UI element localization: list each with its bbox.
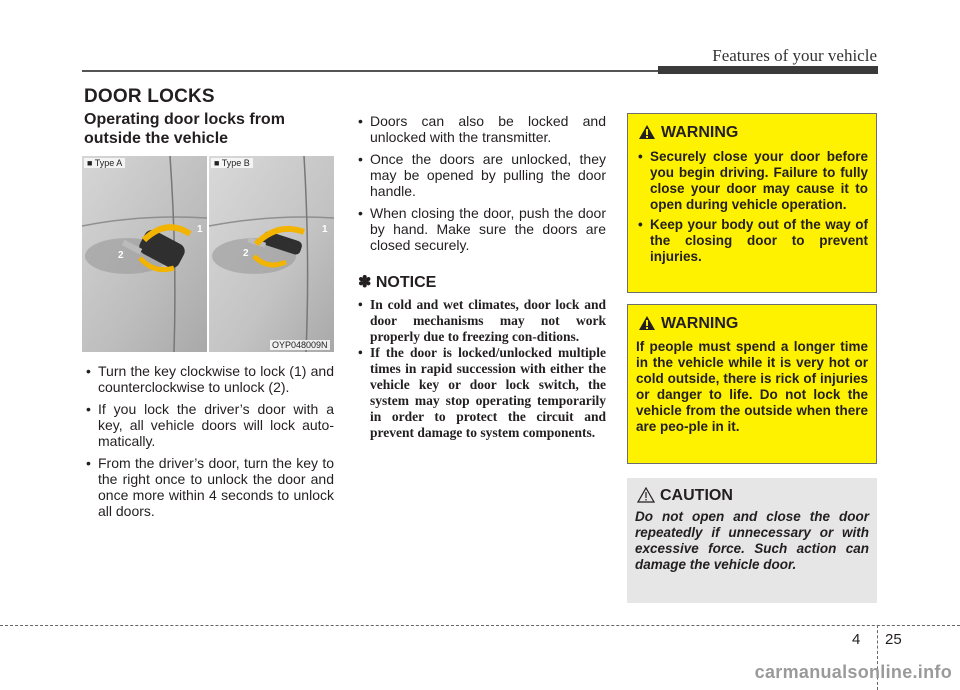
- list-item: • From the driver’s door, turn the key to the right once to unlock the door and once more within 4 seconds to unlock all doors.: [86, 455, 334, 519]
- warning-triangle-icon: [638, 124, 656, 140]
- caution-triangle-icon: [637, 487, 655, 503]
- caution-box: [627, 478, 877, 603]
- callout-2-type-b: 2: [243, 248, 249, 259]
- bullet-icon: •: [86, 455, 91, 471]
- subheading: Operating door locks from outside the vehicle: [84, 111, 285, 147]
- bullet-icon: •: [358, 345, 363, 360]
- list-item: • In cold and wet climates, door lock and door mechanisms may not work properly due to freezing con-ditions.: [358, 297, 606, 344]
- watermark: carmanualsonline.info: [754, 662, 952, 682]
- warning-title: WARNING: [661, 315, 739, 332]
- list-item: • Keep your body out of the way of the closing door to prevent injuries.: [638, 217, 868, 264]
- type-b-label: ■ Type B: [211, 158, 253, 168]
- bullet-icon: •: [638, 217, 643, 232]
- caution-title: CAUTION: [660, 487, 733, 504]
- column2-bullet-list: [356, 113, 606, 259]
- bullet-icon: •: [86, 363, 91, 379]
- chapter-number: 4: [852, 631, 861, 648]
- figure-divider: [207, 156, 209, 352]
- warning-triangle-icon: [638, 315, 656, 331]
- warning-title: WARNING: [661, 124, 739, 141]
- callout-1-type-b: 1: [322, 224, 328, 235]
- caution-text: Do not open and close the door repeatedly if unnecessary or with excessive force. Such action can damage the vehicle door.: [635, 509, 869, 572]
- list-item: • Doors can also be locked and unlocked with the transmitter.: [358, 113, 606, 145]
- list-item: • If the door is locked/unlocked multiple times in rapid succession with either the vehicle key or door lock switch, the system may stop operating temporarily in order to protect the circuit and prevent damage to system components.: [358, 345, 606, 440]
- footer-rule: [0, 625, 960, 626]
- list-item: • When closing the door, push the door by hand. Make sure the doors are closed securely.: [358, 205, 606, 253]
- list-item: • If you lock the driver’s door with a key, all vehicle doors will lock auto-matically.: [86, 401, 334, 449]
- bullet-icon: •: [358, 205, 363, 221]
- list-item: • Turn the key clockwise to lock (1) and counterclockwise to unlock (2).: [86, 363, 334, 395]
- warning-text: If people must spend a longer time in the vehicle while it is very hot or cold outside, there is rick of injuries or danger to life. Do not lock the vehicle from the outside when there are peo-ple in it.: [636, 339, 868, 434]
- list-item: • Securely close your door before you begin driving. Failure to fully close your door may cause it to open during vehicle operation.: [638, 149, 868, 212]
- notice-title: NOTICE: [375, 274, 437, 291]
- callout-2-type-a: 2: [118, 250, 124, 261]
- notice-heading: [358, 272, 436, 292]
- header-section-title: Features of your vehicle: [712, 46, 877, 65]
- header-tab-bar: [658, 66, 878, 74]
- section-heading: DOOR LOCKS: [84, 86, 215, 107]
- bullet-icon: •: [86, 401, 91, 417]
- bullet-icon: •: [358, 113, 363, 129]
- type-a-label: ■ Type A: [84, 158, 125, 168]
- page-number: 25: [885, 631, 902, 648]
- bullet-icon: •: [358, 151, 363, 167]
- warning-list: [636, 149, 868, 269]
- column1-bullet-list: [84, 363, 334, 525]
- warning-box-2: [627, 304, 877, 464]
- notice-icon: ✽: [358, 274, 372, 291]
- bullet-icon: •: [638, 149, 643, 164]
- list-item: • Once the doors are unlocked, they may be opened by pulling the door handle.: [358, 151, 606, 199]
- warning-box-1: [627, 113, 877, 293]
- bullet-icon: •: [358, 297, 363, 312]
- notice-list: [356, 297, 606, 441]
- callout-1-type-a: 1: [197, 224, 203, 235]
- figure-code: OYP048009N: [272, 340, 328, 350]
